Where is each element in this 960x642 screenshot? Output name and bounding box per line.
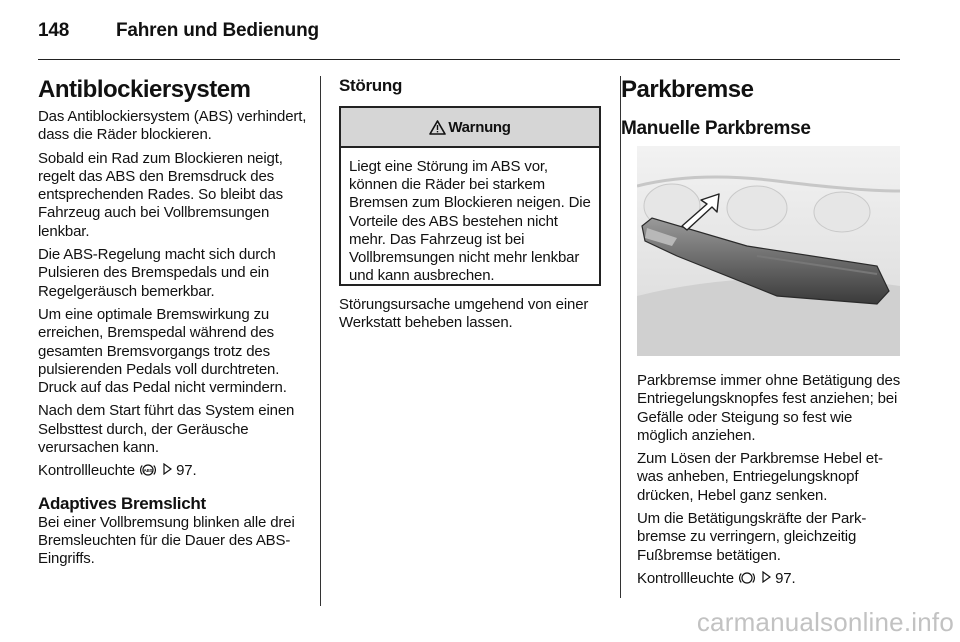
column-divider — [620, 76, 621, 606]
indicator-label: Kontrollleuchte — [38, 462, 135, 480]
fault-heading: Störung — [339, 76, 403, 95]
watermark — [494, 598, 960, 642]
paragraph: Die ABS-Regelung macht sich durch Pulsieren des Bremspedals und ein Regelgeräusch bemerkbar. — [38, 246, 276, 300]
indicator-label: Kontrollleuchte — [637, 569, 734, 587]
page-header — [38, 20, 319, 42]
paragraph: Parkbremse immer ohne Betätigung des Entriegelungsknopfes fest anziehen; bei Gefälle oder Steigung so fest wie möglich anziehen. — [637, 372, 901, 444]
abs-warning-icon — [140, 462, 156, 483]
paragraph: Um die Betätigungskräfte der Parkbremse zu verringern, gleichzeitig Fußbremse betätigen. — [637, 510, 867, 564]
warning-header — [341, 108, 599, 148]
paragraph: Um eine optimale Bremswirkung zu erreichen, Bremspedal während des gesamten Bremsvorgangs trotz des pulsierenden Pedals voll durchtreten. Druck auf das Pedal nicht vermindern. — [38, 305, 287, 397]
section-title: Fahren und Bedienung — [116, 20, 319, 41]
indicator-page-reference[interactable]: 97. — [775, 569, 796, 587]
svg-text:ABS: ABS — [143, 468, 153, 474]
paragraph: Sobald ein Rad zum Blockieren neigt, regelt das ABS den Bremsdruck des entsprechenden Rades. So bleibt das Fahrzeug auch bei Vollbremsungen lenkbar. — [38, 149, 283, 240]
watermark-text[interactable]: carmanualsonline.info — [696, 607, 954, 637]
indicator-line — [637, 570, 903, 591]
indicator-page-reference[interactable]: 97. — [176, 462, 197, 480]
page-reference-arrow-icon — [762, 570, 771, 588]
right-column-body — [637, 372, 903, 596]
left-column — [38, 76, 308, 574]
parking-brake-heading: Parkbremse — [621, 76, 754, 103]
page-reference-arrow-icon — [163, 462, 172, 480]
paragraph: Bei einer Vollbremsung blinken alle drei Bremsleuchten für die Dauer des ABS-Eingriffs. — [38, 513, 295, 568]
warning-triangle-icon — [429, 120, 446, 135]
abs-heading: Antiblockiersystem — [38, 76, 251, 103]
manual-parking-brake-heading: Manuelle Parkbremse — [621, 118, 811, 139]
warning-title: Warnung — [448, 118, 511, 136]
brake-warning-icon — [739, 570, 755, 591]
paragraph: Zum Lösen der Parkbremse Hebel etwas anheben, Entriegelungsknopf drücken, Hebel ganz senken. — [637, 450, 883, 504]
middle-column-lower — [339, 296, 601, 338]
warning-body — [341, 148, 599, 285]
page-number: 148 — [38, 20, 70, 41]
header-rule — [38, 59, 900, 60]
column-divider — [320, 76, 321, 606]
right-column-header — [621, 76, 903, 140]
paragraph: Störungsursache umgehend von einer Werkstatt beheben lassen. — [339, 296, 589, 332]
middle-column — [339, 76, 601, 96]
warning-text: Liegt eine Störung im ABS vor, können die Räder bei starkem Bremsen zum Blockieren neigen. Die Vorteile des ABS bestehen nicht mehr. Das Fahrzeug ist bei Vollbremsungen nicht mehr lenkbar und kann ausbrechen. — [349, 158, 591, 285]
paragraph: Das Antiblockiersystem (ABS) verhindert, dass die Räder blockieren. — [38, 108, 307, 144]
warning-box — [339, 106, 601, 286]
adaptive-brake-light-heading: Adaptives Bremslicht — [38, 493, 206, 513]
indicator-line — [38, 462, 308, 483]
paragraph: Nach dem Start führt das System einen Selbsttest durch, der Geräusche verursachen kann. — [38, 402, 295, 457]
parking-brake-lever-illustration — [637, 146, 900, 356]
